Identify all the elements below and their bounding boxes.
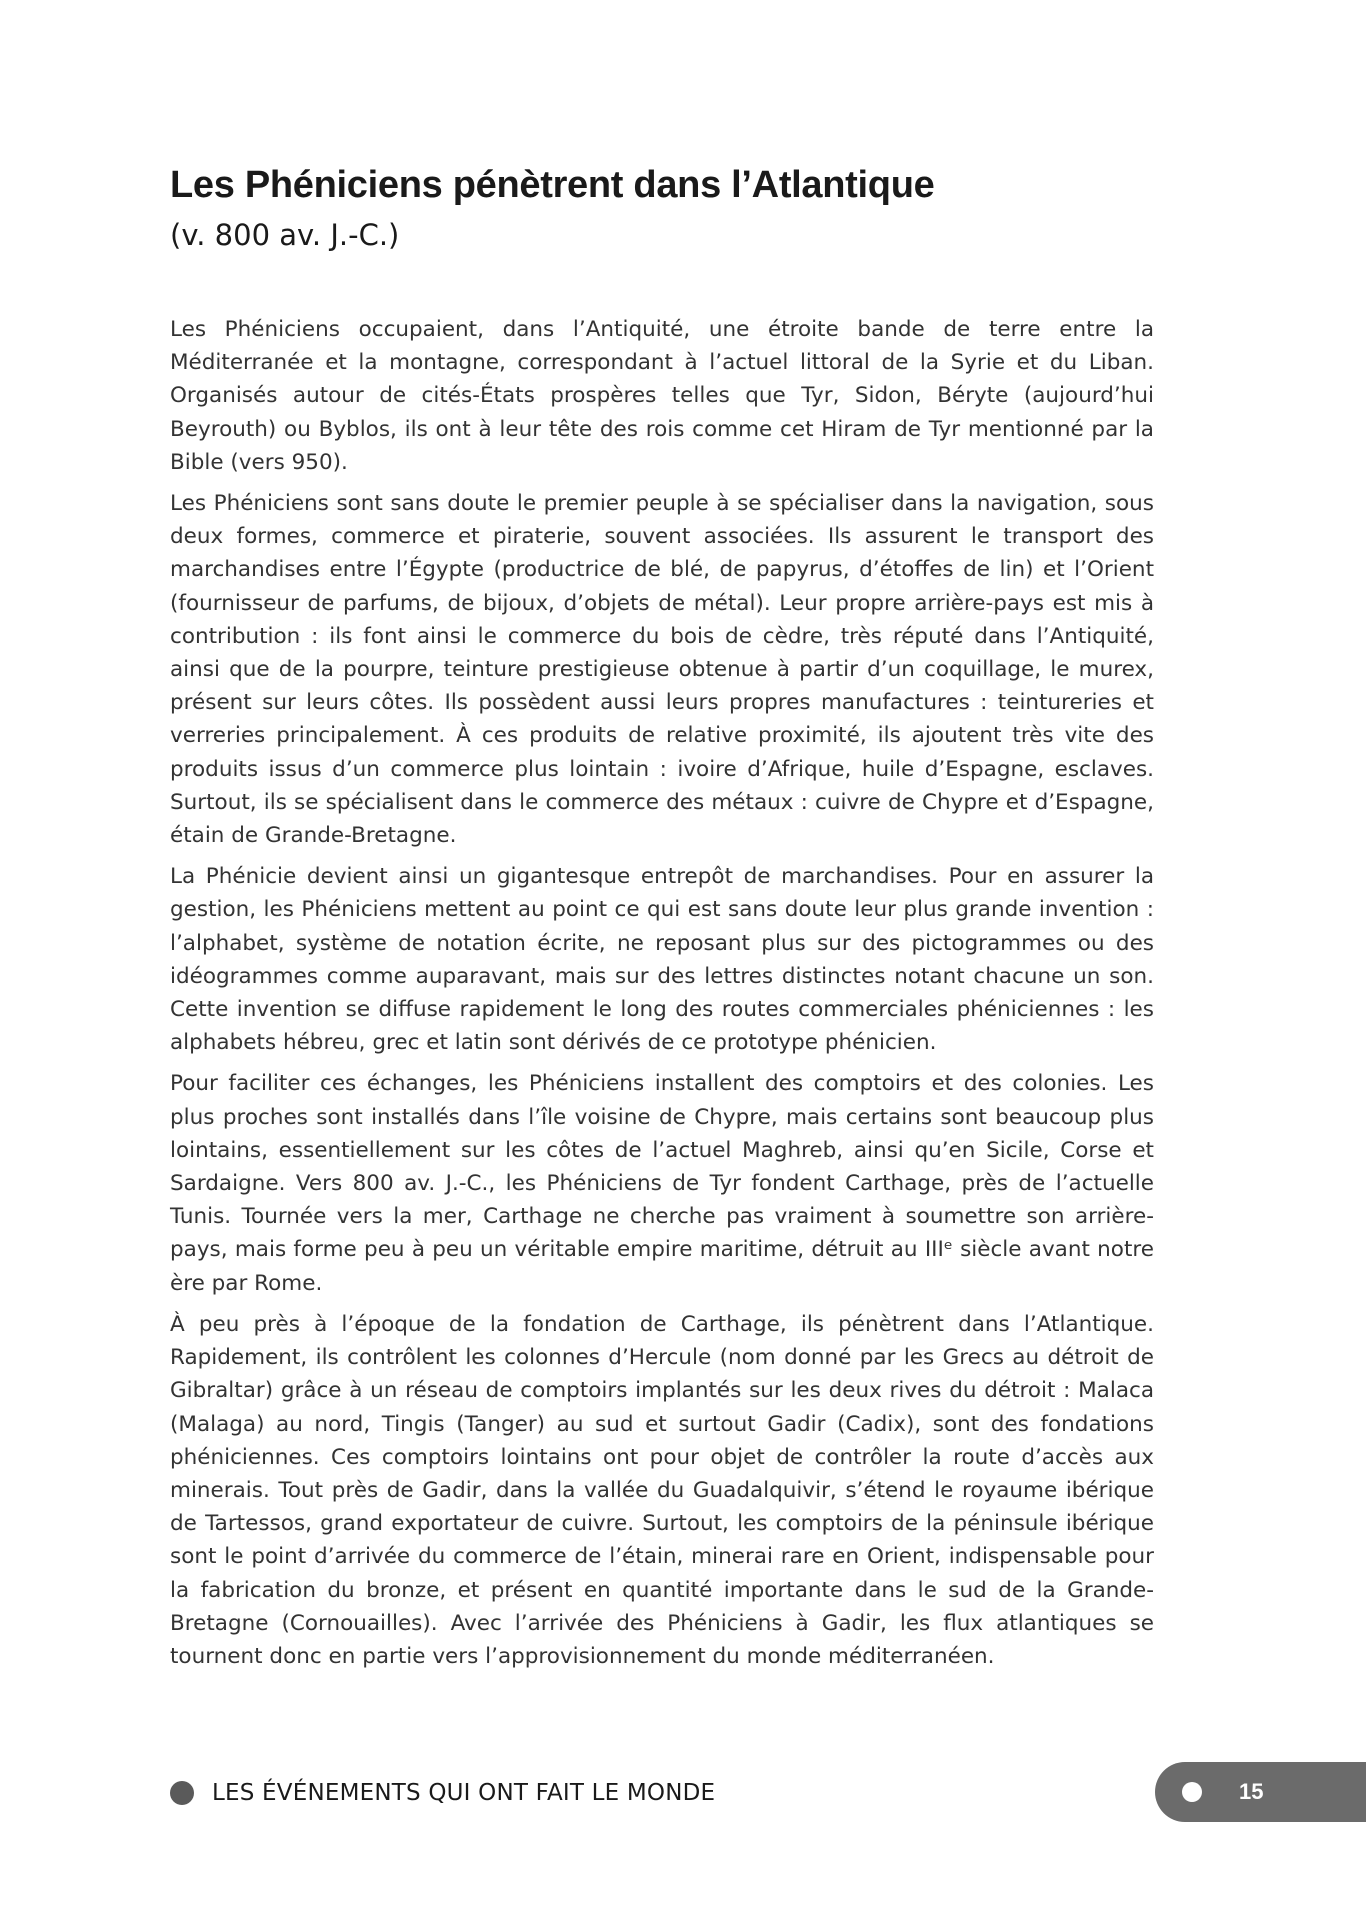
paragraph: À peu près à l’époque de la fondation de Carthage, ils pénètrent dans l’Atlantique. Rapidement, ils contrôlent les colonnes d’Hercule (nom donné par les Grecs au détroit de Gibraltar) grâce à un réseau de comptoirs implantés sur les deux rives du détroit : Malaca (Malaga) au nord, Tingis (Tanger) au sud et surtout Gadir (Cadix), sont des fondations phéniciennes. Ces comptoirs lointains ont pour objet de contrôler la route d’accès aux minerais. Tout près de Gadir, dans la vallée du Guadalquivir, s’étend le royaume ibérique de Tartessos, grand exportateur de cuivre. Surtout, les comptoirs de la péninsule ibérique sont le point d’arrivée du commerce de l’étain, minerai rare en Orient, indispensable pour la fabrication du bronze, et présent en quantité importante dans le sud de la Grande-Bretagne (Cornouailles). Avec l’arrivée des Phéniciens à Gadir, les flux atlantiques se tournent donc en partie vers l’approvisionnement du monde méditerranéen. xyxy=(170,1311,1154,1669)
paragraph: La Phénicie devient ainsi un gigantesque entrepôt de marchandises. Pour en assurer la gestion, les Phéniciens mettent au point ce qui est sans doute leur plus grande invention : l’alphabet, système de notation écrite, ne reposant plus sur des pictogrammes ou des idéogrammes comme auparavant, mais sur des lettres distinctes notant chacune un son. Cette invention se diffuse rapidement le long des routes commerciales phéniciennes : les alphabets hébreu, grec et latin sont dérivés de ce prototype phénicien. xyxy=(170,864,1154,1056)
paragraph: Les Phéniciens sont sans doute le premier peuple à se spécialiser dans la navigation, sous deux formes, commerce et piraterie, souvent associées. Ils assurent le transport des marchandises entre l’Égypte (productrice de blé, de papyrus, d’étoffes de lin) et l’Orient (fournisseur de parfums, de bijoux, d’objets de métal). Leur propre arrière-pays est mis à contribution : ils font ainsi le commerce du bois de cèdre, très réputé dans l’Antiquité, ainsi que de la pourpre, teinture prestigieuse obtenue à partir d’un coquillage, le murex, présent sur leurs côtes. Ils possèdent aussi leurs propres manufactures : teintureries et verreries principalement. À ces produits de relative proximité, ils ajoutent très vite des produits issus d’un commerce plus lointain : ivoire d’Afrique, huile d’Espagne, esclaves. Surtout, ils se spécialisent dans le commerce des métaux : cuivre de Chypre et d’Espagne, étain de Grande-Bretagne. xyxy=(170,491,1154,849)
page-title: Les Phéniciens pénètrent dans l’Atlantique xyxy=(170,164,935,206)
book-title: LES ÉVÉNEMENTS QUI ONT FAIT LE MONDE xyxy=(212,1780,716,1806)
page-subtitle: (v. 800 av. J.-C.) xyxy=(170,218,400,252)
paragraph: Les Phéniciens occupaient, dans l’Antiquité, une étroite bande de terre entre la Méditerranée et la montagne, correspondant à l’actuel littoral de la Syrie et du Liban. Organisés autour de cités-États prospères telles que Tyr, Sidon, Béryte (aujourd’hui Beyrouth) ou Byblos, ils ont à leur tête des rois comme cet Hiram de Tyr mentionné par la Bible (vers 950). xyxy=(170,317,1154,475)
running-footer xyxy=(170,1777,715,1809)
page-number-tab xyxy=(1155,1762,1366,1822)
article-body xyxy=(170,313,1154,1681)
paragraph: Pour faciliter ces échanges, les Phéniciens installent des comptoirs et des colonies. Les plus proches sont installés dans l’île voisine de Chypre, mais certains sont beaucoup plus lointains, essentiellement sur les côtes de l’actuel Maghreb, ainsi qu’en Sicile, Corse et Sardaigne. Vers 800 av. J.-C., les Phéniciens de Tyr fondent Carthage, près de l’actuelle Tunis. Tournée vers la mer, Carthage ne cherche pas vraiment à soumettre son arrière-pays, mais forme peu à peu un véritable empire maritime, détruit au IIIᵉ siècle avant notre ère par Rome. xyxy=(170,1071,1154,1296)
circle-dot-icon xyxy=(1182,1782,1202,1802)
page-number: 15 xyxy=(1239,1779,1264,1804)
circle-bullet-icon xyxy=(170,1781,194,1805)
